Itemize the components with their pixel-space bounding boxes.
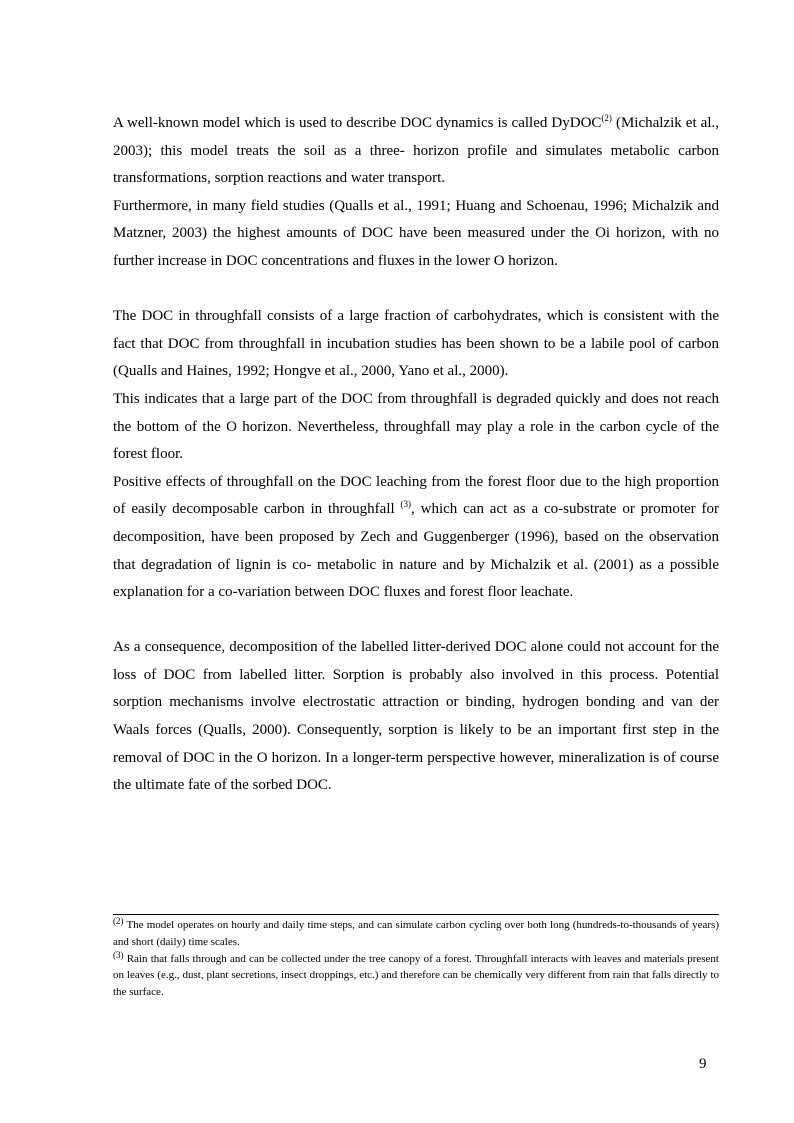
main-text <box>113 110 719 800</box>
footnote-3 <box>113 951 719 1001</box>
footnote-text: Rain that falls through and can be collected under the tree canopy of a forest. Throughfall interacts with leaves and materials present on leaves (e.g., dust, plant secretions, insect droppings, etc.) and therefore can be chemically very different from rain that falls directly to the surface. <box>113 952 719 999</box>
paragraph-field-studies: Furthermore, in many field studies (Qualls et al., 1991; Huang and Schoenau, 1996; Michalzik and Matzner, 2003) the highest amounts of DOC have been measured under the Oi horizon, with no further increase in DOC concentrations and fluxes in the lower O horizon. <box>113 197 719 269</box>
paragraph-sorption: As a consequence, decomposition of the labelled litter-derived DOC alone could not account for the loss of DOC from labelled litter. Sorption is probably also involved in this process. Potential sorption mechanisms involve electrostatic attraction or binding, hydrogen bonding and van der Waals forces (Qualls, 2000). Consequently, sorption is likely to be an important first step in the removal of DOC in the O horizon. In a longer-term perspective however, mineralization is of course the ultimate fate of the sorbed DOC. <box>113 639 719 794</box>
text-span: , which can act as a co-substrate or promoter for decomposition, have been proposed by Zech and Guggenberger (1996), based on the observation that degradation of lignin is co- metabolic in nature and by Michalzik et al. (2001) as a possible explanation for a co-variation between DOC fluxes and forest floor leachate. <box>113 501 719 601</box>
page-number: 9 <box>699 1056 707 1072</box>
paragraph-degradation: This indicates that a large part of the DOC from throughfall is degraded quickly and does not reach the bottom of the O horizon. Nevertheless, throughfall may play a role in the carbon cycle of the forest floor. <box>113 390 719 463</box>
text-span: (Michalzik et al., 2003); this model treats the soil as a three- horizon profile and simulates metabolic carbon transformations, sorption reactions and water transport. <box>113 115 720 187</box>
text-span: Positive effects of throughfall on the DOC leaching from the forest floor due to the high proportion of easily decomposable carbon in throughfall <box>113 473 719 518</box>
paragraph-throughfall-doc: The DOC in throughfall consists of a large fraction of carbohydrates, which is consistent with the fact that DOC from throughfall in incubation studies has been shown to be a labile pool of carbon (Qualls and Haines, 1992; Hongve et al., 2000, Yano et al., 2000). <box>113 308 719 380</box>
footnote-text: The model operates on hourly and daily time steps, and can simulate carbon cycling over both long (hundreds-to-thousands of years) and short (daily) time scales. <box>113 919 719 948</box>
footnote-2 <box>113 917 719 951</box>
footnote-mark: (3) <box>113 949 124 960</box>
text-span: A well-known model which is used to describe DOC dynamics is called DyDOC <box>113 115 602 131</box>
footnote-ref-2[interactable]: (2) <box>601 113 612 123</box>
footnotes <box>113 914 719 1001</box>
paragraph-positive-effects <box>113 469 719 607</box>
footnote-ref-3[interactable]: (3) <box>400 499 412 510</box>
footnote-mark: (2) <box>113 916 124 926</box>
paragraph-dydoc <box>113 110 719 193</box>
